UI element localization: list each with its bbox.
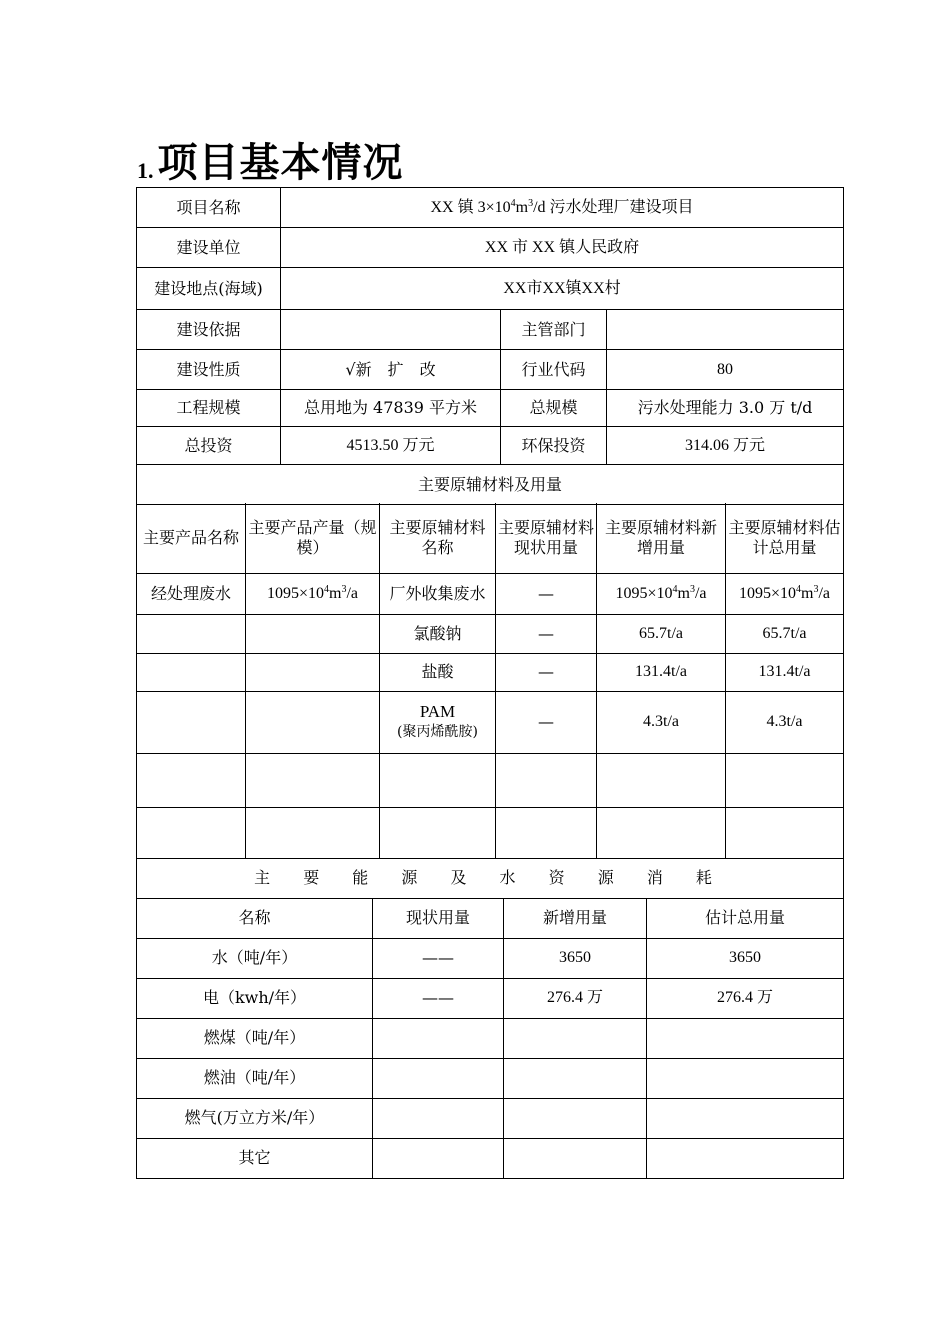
env-investment-label: 环保投资 [501,427,607,465]
header-new: 新增用量 [504,898,647,938]
row-site [137,268,844,310]
total-scale-value: 污水处理能力 3.0 万 t/d [607,390,844,427]
energy-current: —— [373,938,504,978]
energy-name: 电（kwh/年） [137,978,373,1018]
nature-label: 建设性质 [137,350,281,390]
materials-title: 主要原辅材料及用量 [137,465,844,505]
material-current: — [496,573,597,614]
energy-new: 276.4 万 [504,978,647,1018]
material-total: 4.3t/a [726,691,844,753]
energy-name: 水（吨/年） [137,938,373,978]
energy-name: 燃油（吨/年） [137,1058,373,1098]
material-name: 盐酸 [380,653,496,691]
header-product-name: 主要产品名称 [137,503,246,573]
material-new: 131.4t/a [597,653,726,691]
scale-label: 工程规模 [137,390,281,427]
row-nature [137,350,844,390]
product-output: $1095\times 10^4m^3/a$ [246,573,380,614]
energy-name: 燃气(万立方米/年） [137,1098,373,1138]
material-new: 65.7t/a [597,614,726,653]
industry-code-label: 行业代码 [501,350,607,390]
table-row-empty [137,753,844,807]
material-total: 65.7t/a [726,614,844,653]
energy-new [504,1098,647,1138]
material-new: 4.3t/a [597,691,726,753]
nature-value: √新 扩 改 [281,350,501,390]
section-number: 1. [137,158,154,183]
energy-total [647,1138,844,1178]
materials-table [136,503,844,859]
energy-current [373,1058,504,1098]
basic-info-table [136,187,844,505]
header-total: 估计总用量 [647,898,844,938]
table-row [137,1018,844,1058]
energy-new: 3650 [504,938,647,978]
energy-new [504,1138,647,1178]
material-name-sub: (聚丙烯酰胺) [397,724,478,740]
header-name: 名称 [137,898,373,938]
header-material-name: 主要原辅材料名称 [380,503,496,573]
project-name-label: 项目名称 [137,188,281,228]
table-row [137,653,844,691]
header-current: 现状用量 [373,898,504,938]
builder-label: 建设单位 [137,228,281,268]
energy-current [373,1098,504,1138]
energy-title: 主 要 能 源 及 水 资 源 消 耗 [137,858,844,898]
investment-value: 4513.50 万元 [281,427,501,465]
basis-label: 建设依据 [137,310,281,350]
materials-header-row [137,503,844,573]
energy-new [504,1018,647,1058]
table-row [137,978,844,1018]
authority-value [607,310,844,350]
table-row-empty [137,807,844,858]
row-investment [137,427,844,465]
material-name: 厂外收集废水 [380,573,496,614]
authority-label: 主管部门 [501,310,607,350]
scale-value: 总用地为 47839 平方米 [281,390,501,427]
table-row [137,938,844,978]
table-row [137,614,844,653]
energy-current [373,1018,504,1058]
energy-total [647,1018,844,1058]
material-total: 131.4t/a [726,653,844,691]
row-basis [137,310,844,350]
industry-code-value: 80 [607,350,844,390]
energy-name: 其它 [137,1138,373,1178]
energy-total: 3650 [647,938,844,978]
total-scale-label: 总规模 [501,390,607,427]
energy-total: 276.4 万 [647,978,844,1018]
section-title: 项目基本情况 [157,140,404,186]
project-name-value: XX 镇 $3\times 10^4m^3/d$ 污水处理厂建设项目 [281,188,844,228]
material-current: — [496,691,597,753]
site-label: 建设地点(海域) [137,268,281,310]
header-product-output: 主要产品产量（规模） [246,503,380,573]
env-investment-value: 314.06 万元 [607,427,844,465]
energy-table [136,858,844,1179]
material-name: 氯酸钠 [380,614,496,653]
table-row [137,1058,844,1098]
header-material-current: 主要原辅材料现状用量 [496,503,597,573]
basis-value [281,310,501,350]
row-project-name [137,188,844,228]
energy-name: 燃煤（吨/年） [137,1018,373,1058]
site-value: XX市XX镇XX村 [281,268,844,310]
header-material-new: 主要原辅材料新增用量 [597,503,726,573]
material-current: — [496,614,597,653]
table-row [137,1138,844,1178]
product-name: 经处理废水 [137,573,246,614]
energy-new [504,1058,647,1098]
row-materials-title [137,465,844,505]
table-row [137,691,844,753]
table-row [137,573,844,614]
energy-title-row [137,858,844,898]
row-scale [137,390,844,427]
energy-total [647,1058,844,1098]
energy-total [647,1098,844,1138]
row-builder [137,228,844,268]
material-new: $1095\times 10^4m^3/a$ [597,573,726,614]
material-total: $1095\times 10^4m^3/a$ [726,573,844,614]
builder-value: XX 市 XX 镇人民政府 [281,228,844,268]
section-heading [137,136,404,186]
header-material-total: 主要原辅材料估计总用量 [726,503,844,573]
energy-header-row [137,898,844,938]
investment-label: 总投资 [137,427,281,465]
table-row [137,1098,844,1138]
energy-current: —— [373,978,504,1018]
energy-current [373,1138,504,1178]
material-name: PAM (聚丙烯酰胺) [380,691,496,753]
material-current: — [496,653,597,691]
